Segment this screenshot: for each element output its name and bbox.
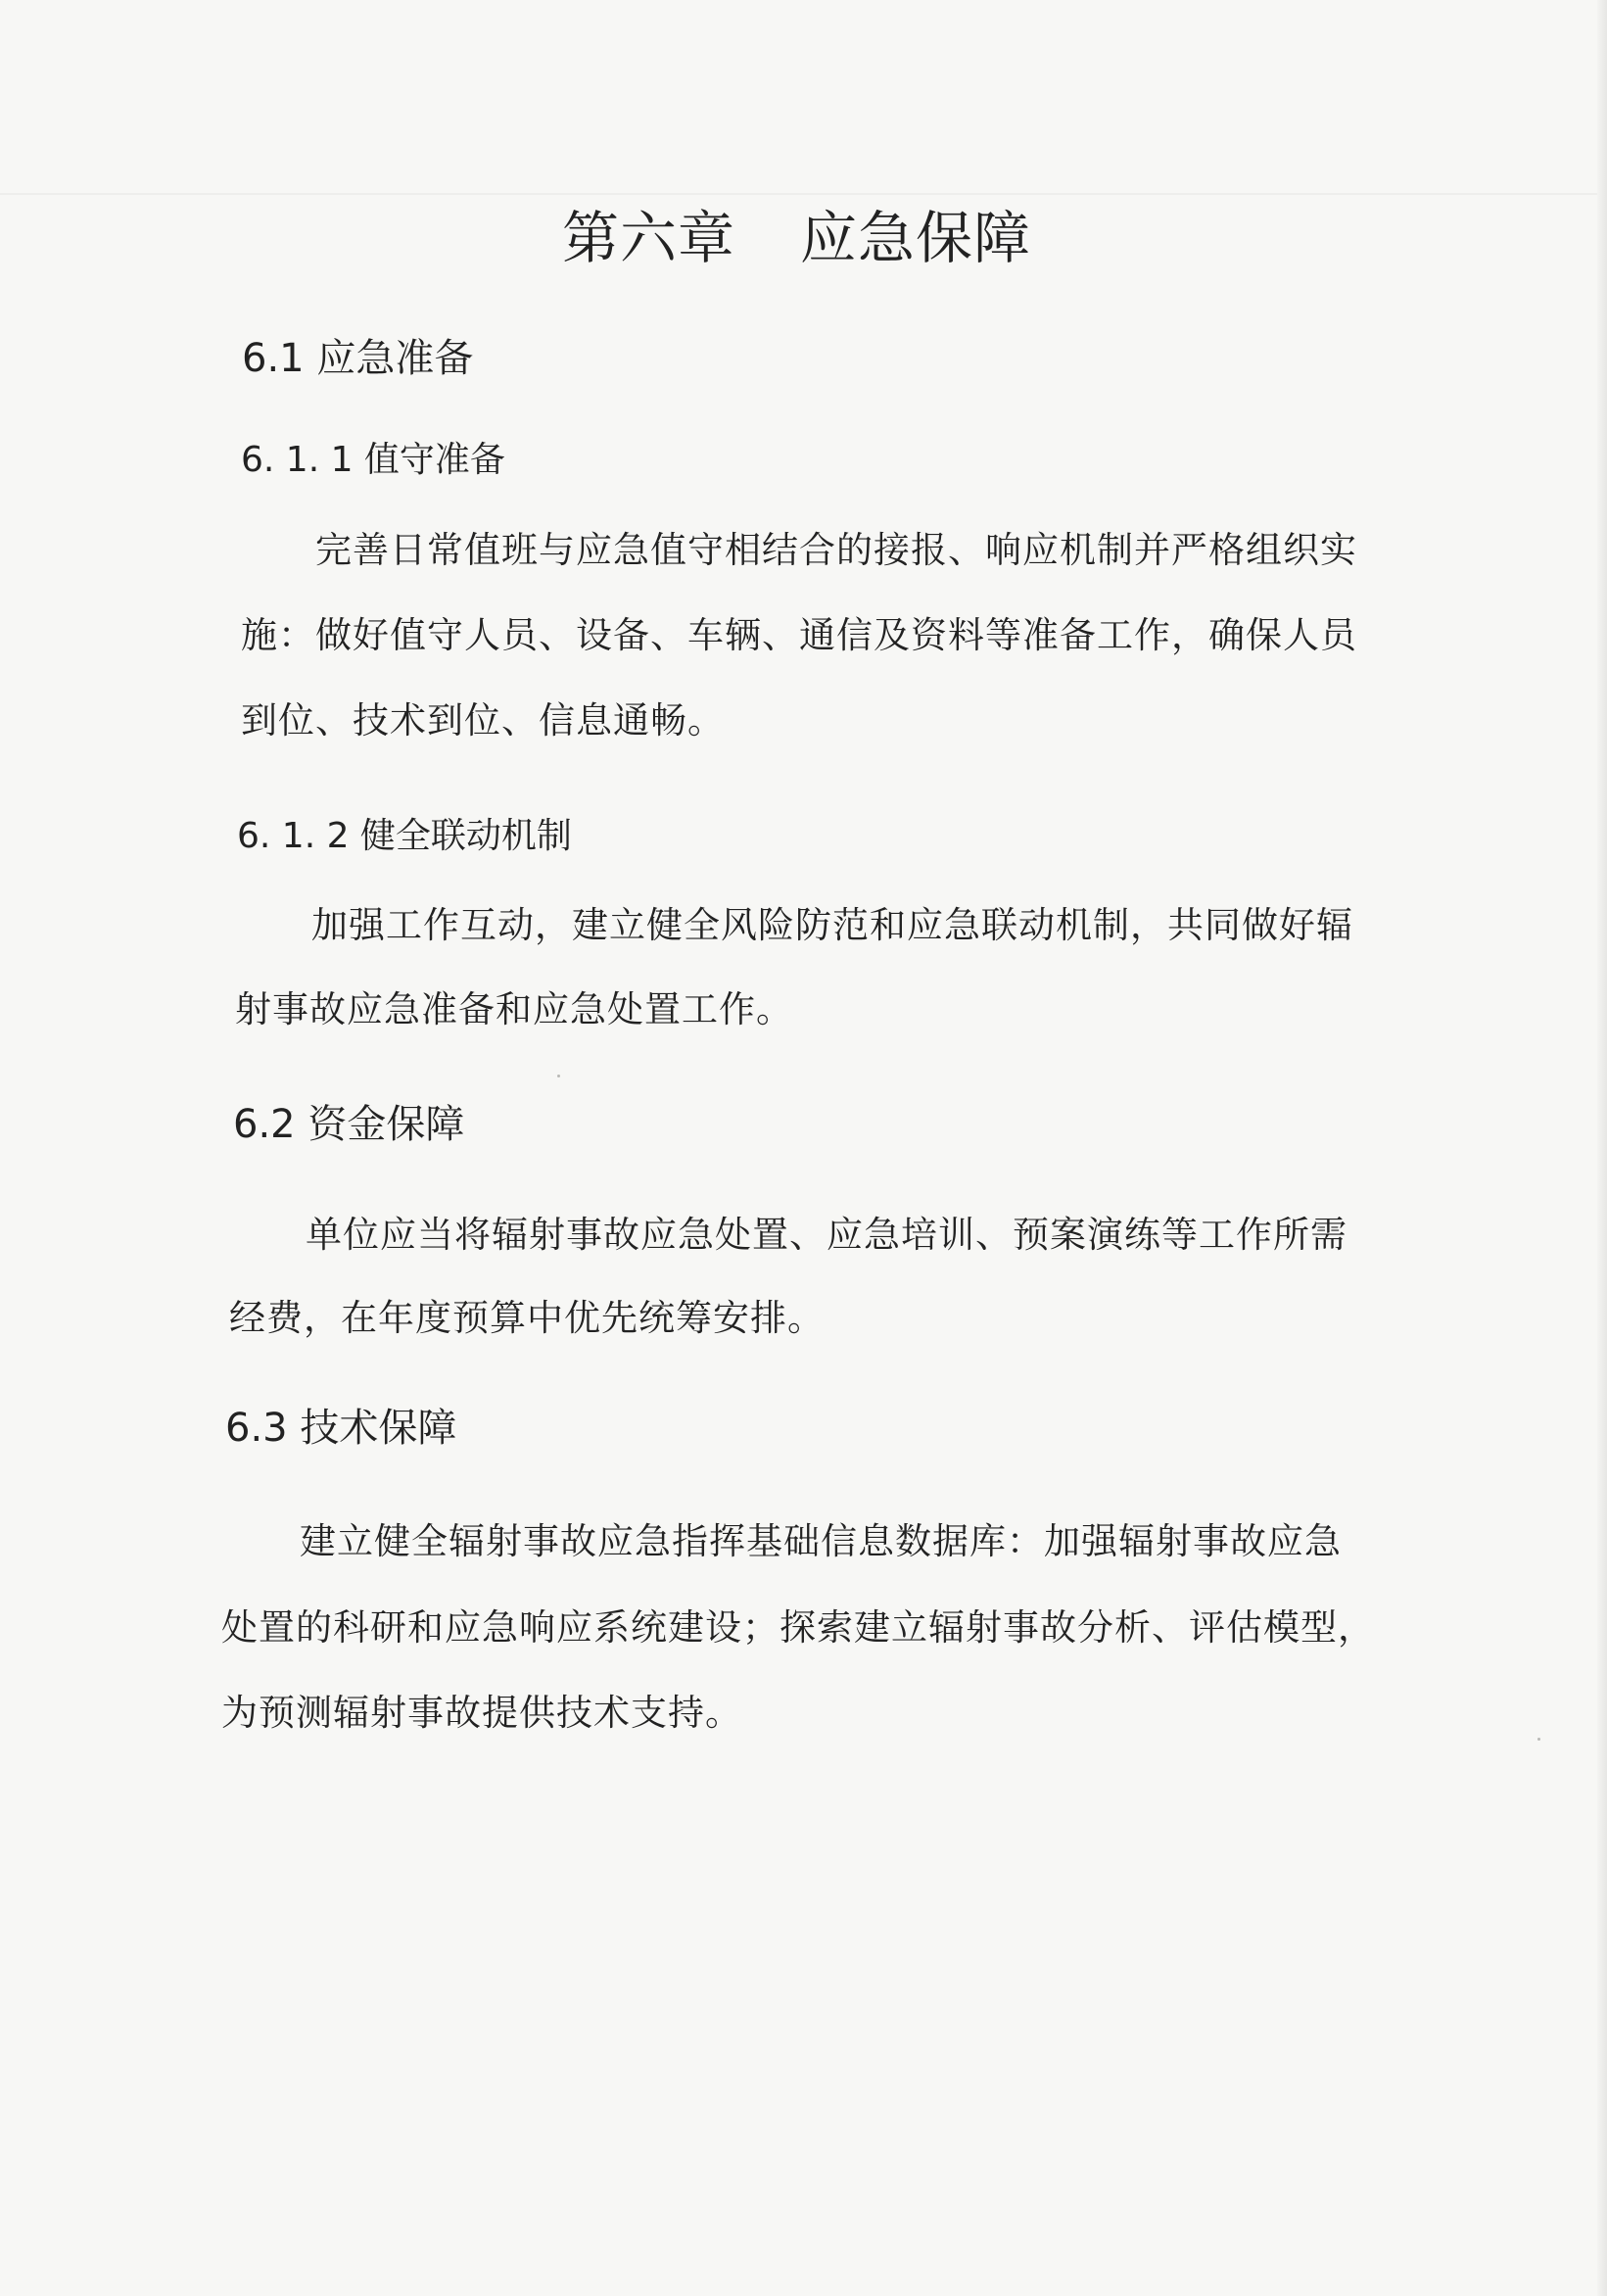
- paragraph-line: 加强工作互动，建立健全风险防范和应急联动机制，共同做好辐: [311, 904, 1353, 946]
- section-heading-6-2: 6.2 资金保障: [233, 1102, 465, 1147]
- scan-speck: [557, 1075, 560, 1077]
- paragraph-line: 到位、技术到位、信息通畅。: [241, 699, 725, 741]
- scan-artifact-line: [0, 193, 1607, 195]
- section-heading-6-1: 6.1 应急准备: [242, 336, 474, 381]
- paragraph-line: 射事故应急准备和应急处置工作。: [235, 988, 793, 1030]
- paragraph-line: 经费，在年度预算中优先统筹安排。: [229, 1297, 825, 1339]
- scan-speck: [1537, 1738, 1540, 1741]
- paragraph-line: 单位应当将辐射事故应急处置、应急培训、预案演练等工作所需: [306, 1214, 1347, 1256]
- paragraph-line: 完善日常值班与应急值守相结合的接报、响应机制并严格组织实: [315, 529, 1357, 571]
- subsection-heading-6-1-2: 6. 1. 2 健全联动机制: [237, 816, 572, 856]
- subsection-heading-6-1-1: 6. 1. 1 值守准备: [241, 440, 505, 480]
- chapter-number: 第六章: [562, 205, 736, 271]
- paragraph-line: 建立健全辐射事故应急指挥基础信息数据库：加强辐射事故应急: [300, 1520, 1342, 1562]
- paragraph-line: 施：做好值守人员、设备、车辆、通信及资料等准备工作，确保人员: [241, 614, 1357, 656]
- paragraph-line: 处置的科研和应急响应系统建设；探索建立辐射事故分析、评估模型，: [221, 1606, 1375, 1649]
- chapter-name: 应急保障: [800, 205, 1032, 271]
- paragraph-line: 为预测辐射事故提供技术支持。: [221, 1692, 742, 1734]
- section-heading-6-3: 6.3 技术保障: [225, 1406, 457, 1451]
- chapter-title: [562, 205, 1032, 271]
- page-edge-shadow: [1597, 0, 1607, 2296]
